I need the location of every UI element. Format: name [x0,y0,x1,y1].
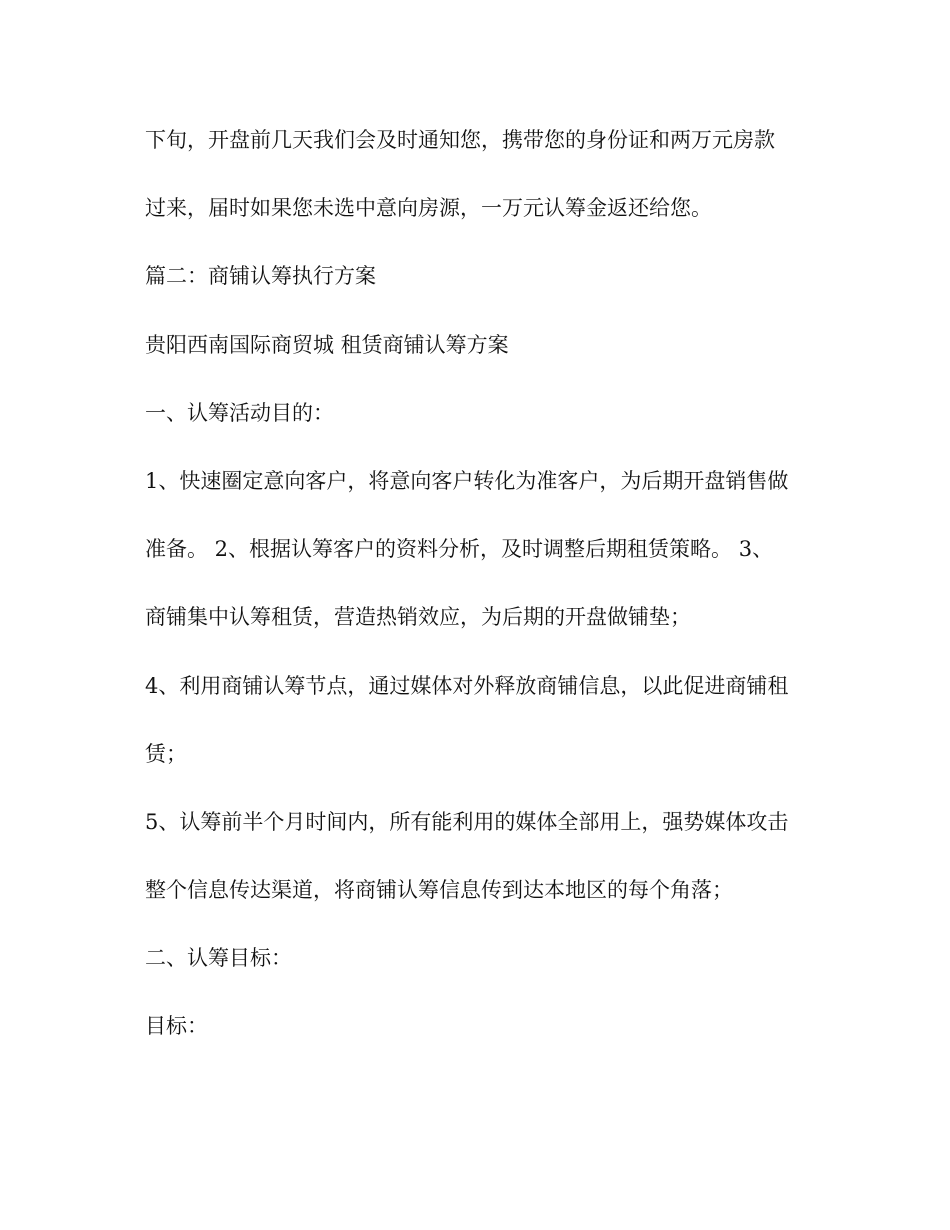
text-line: 4、利用商铺认筹节点，通过媒体对外释放商铺信息，以此促进商铺租 [145,673,789,698]
text-line: 准备。 2、根据认筹客户的资料分析，及时调整后期租赁策略。 3、 [145,537,774,562]
text-line: 下旬，开盘前几天我们会及时通知您，携带您的身份证和两万元房款 [145,128,775,152]
section-heading: 二、认筹目标： [145,946,292,971]
text-line: 目标： [145,1014,208,1039]
document-title: 贵阳西南国际商贸城 租赁商铺认筹方案 [145,332,509,357]
section-heading: 篇二：商铺认筹执行方案 [145,264,376,289]
text-line: 整个信息传达渠道，将商铺认筹信息传到达本地区的每个角落； [145,878,733,903]
text-line: 商铺集中认筹租赁，营造热销效应，为后期的开盘做铺垫； [145,605,691,630]
document-body [145,118,815,1073]
text-line: 过来，届时如果您未选中意向房源，一万元认筹金返还给您。 [145,196,712,221]
text-line: 1、快速圈定意向客户，将意向客户转化为准客户，为后期开盘销售做 [145,468,789,493]
text-line: 5、认筹前半个月时间内，所有能利用的媒体全部用上，强势媒体攻击 [145,809,789,834]
section-heading: 一、认筹活动目的： [145,400,334,425]
text-line: 赁； [145,741,187,766]
